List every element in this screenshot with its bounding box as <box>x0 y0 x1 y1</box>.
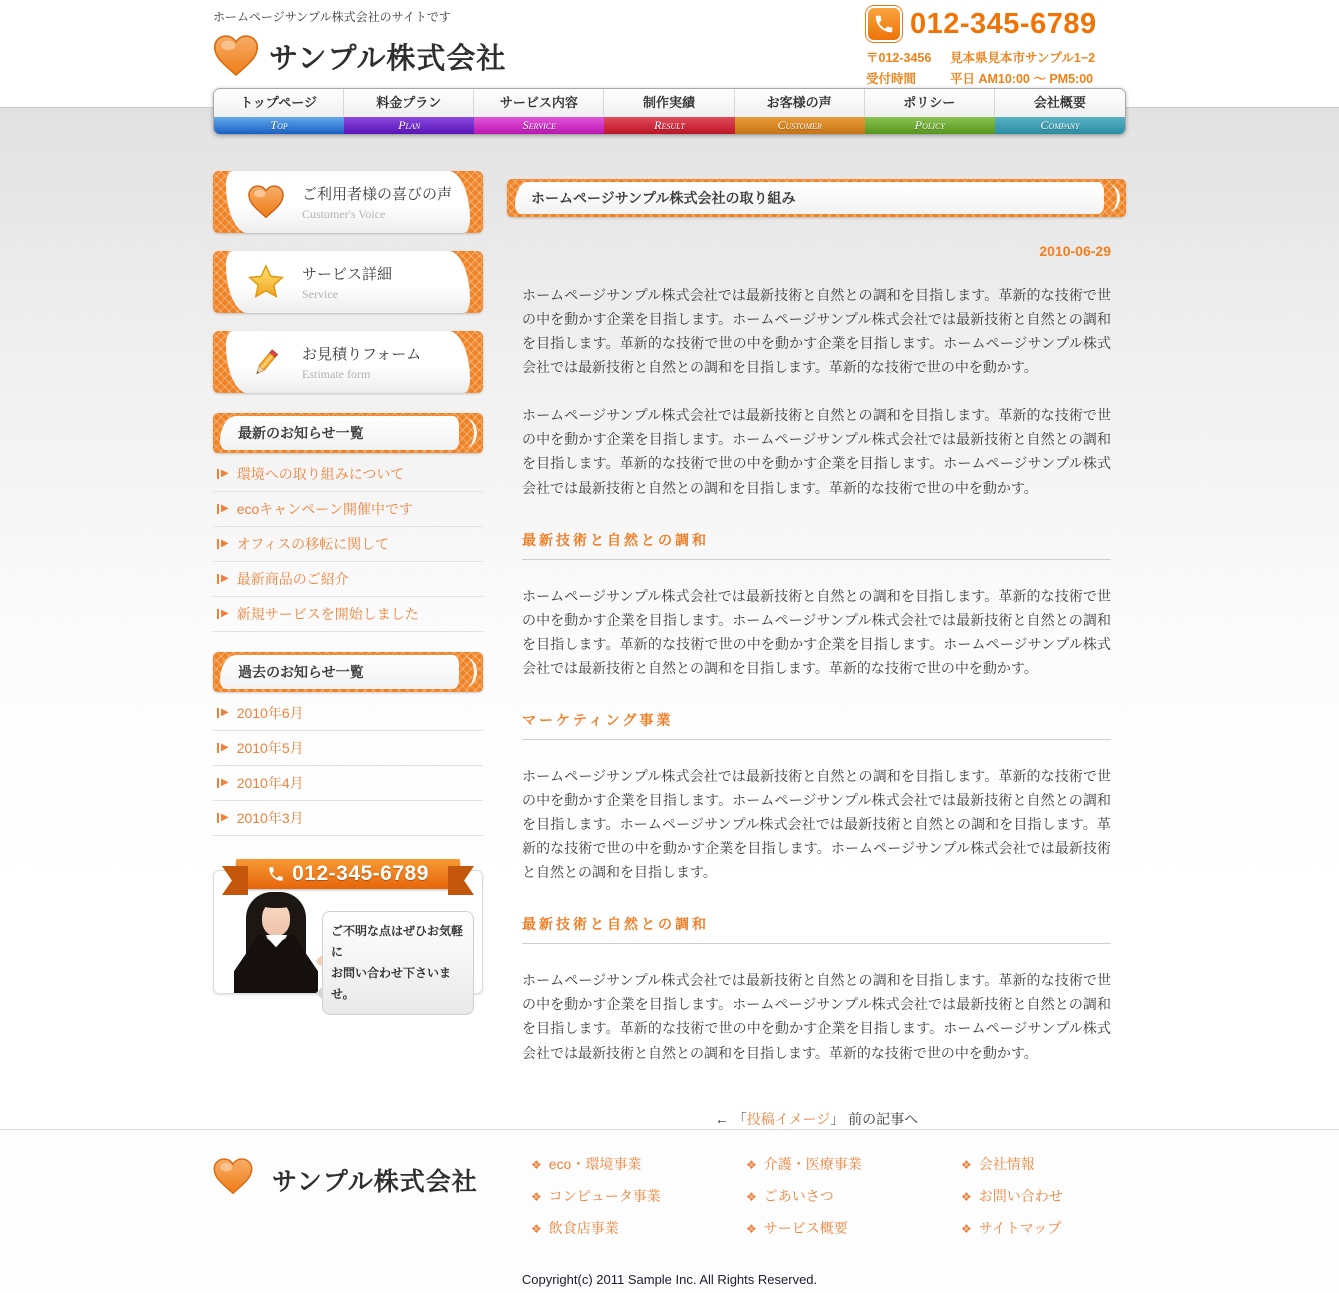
nav-tab-company[interactable]: 会社概要 Company <box>995 89 1125 134</box>
sidebar-banner-customers-voice[interactable]: ご利用者様の喜びの声 Customer's Voice <box>213 171 483 233</box>
footer-link[interactable]: ❖ eco・環境事業 <box>531 1155 642 1172</box>
footer-logo[interactable] <box>213 1154 531 1250</box>
nav-tab-policy[interactable]: ポリシー Policy <box>865 89 995 134</box>
footer-link[interactable]: ❖ 介護・医療事業 <box>746 1155 862 1172</box>
main-navigation <box>213 88 1126 135</box>
phone-icon <box>267 865 285 883</box>
nav-tab-top[interactable]: トップページ Top <box>214 89 344 134</box>
main-content <box>507 135 1126 1129</box>
news-list-item[interactable]: ▶ オフィスの移転に関して <box>213 527 483 562</box>
heart-icon <box>248 184 284 220</box>
article-title-band <box>507 179 1126 217</box>
header-phone-number: 012-345-6789 <box>910 7 1097 40</box>
article-paragraph: ホームページサンプル株式会社では最新技術と自然との調和を目指します。革新的な技術で世の中を動かす企業を目指します。ホームページサンプル株式会社では最新技術と自然との調和を目指します。革新的な技術で世の中を動かす企業を目指します。ホームページサンプル株式会社では最新技術と自然との調和を目指します。革新的な技術で世の中を動かす。 <box>522 407 1111 496</box>
article-paragraph: ホームページサンプル株式会社では最新技術と自然との調和を目指します。革新的な技術で世の中を動かす企業を目指します。ホームページサンプル株式会社では最新技術と自然との調和を目指します。革新的な技術で世の中を動かす企業を目指します。ホームページサンプル株式会社では最新技術と自然との調和を目指します。革新的な技術で世の中を動かす。 <box>522 972 1111 1061</box>
arrow-bullet-icon: ▶ <box>217 609 229 619</box>
diamond-bullet-icon: ❖ <box>531 1221 542 1236</box>
diamond-bullet-icon: ❖ <box>746 1189 757 1204</box>
arrow-bullet-icon: ▶ <box>217 574 229 584</box>
footer-column-services <box>746 1154 961 1250</box>
archive-list-header: 過去のお知らせ一覧 <box>213 652 483 692</box>
archive-list-item[interactable]: ▶ 2010年3月 <box>213 801 483 836</box>
star-icon <box>248 264 284 300</box>
news-list-item[interactable]: ▶ ecoキャンペーン開催中です <box>213 492 483 527</box>
copyright-text: Copyright(c) 2011 Sample Inc. All Rights Reserved. <box>521 1271 818 1287</box>
contact-speech-bubble: ご不明な点はぜひお気軽に お問い合わせ下さいませ。 <box>322 911 474 1015</box>
nav-tab-plan[interactable]: 料金プラン Plan <box>344 89 474 134</box>
diamond-bullet-icon: ❖ <box>961 1157 972 1172</box>
page-title: ホームページサンプル株式会社の取り組み <box>531 190 796 206</box>
section-heading: マーケティング事業 <box>522 710 1111 740</box>
nav-tab-service[interactable]: サービス内容 Service <box>474 89 604 134</box>
hours-value: 平日 AM10:00 ～ PM5:00 <box>950 72 1094 86</box>
archive-list <box>213 696 483 836</box>
article-paragraph: ホームページサンプル株式会社では最新技術と自然との調和を目指します。革新的な技術で世の中を動かす企業を目指します。ホームページサンプル株式会社では最新技術と自然との調和を目指します。革新的な技術で世の中を動かす企業を目指します。ホームページサンプル株式会社では最新技術と自然との調和を目指します。革新的な技術で世の中を動かす。 <box>522 587 1111 676</box>
arrow-bullet-icon: ▶ <box>217 743 229 753</box>
arrow-bullet-icon: ▶ <box>217 539 229 549</box>
news-list-item[interactable]: ▶ 新規サービスを開始しました <box>213 597 483 632</box>
diamond-bullet-icon: ❖ <box>961 1189 972 1204</box>
footer-company-name: サンプル株式会社 <box>272 1167 478 1196</box>
sidebar-banner-estimate-form[interactable]: お見積りフォーム Estimate form <box>213 331 483 393</box>
pencil-icon <box>248 344 284 380</box>
article-paragraph: ホームページサンプル株式会社では最新技術と自然との調和を目指します。革新的な技術で世の中を動かす企業を目指します。ホームページサンプル株式会社では最新技術と自然との調和を目指します。ホームページサンプル株式会社では最新技術と自然との調和を目指します。革新的な技術で世の中を動かす企業を目指します。ホームページサンプル株式会社では最新技術と自然との調和を目指します。 <box>522 767 1111 881</box>
diamond-bullet-icon: ❖ <box>531 1189 542 1204</box>
contact-phone-banner <box>213 862 483 1001</box>
site-logo[interactable] <box>213 35 543 77</box>
heart-logo-icon <box>213 35 259 77</box>
archive-list-item[interactable]: ▶ 2010年5月 <box>213 731 483 766</box>
contact-ribbon <box>236 859 460 889</box>
arrow-bullet-icon: ▶ <box>217 778 229 788</box>
arrow-bullet-icon: ▶ <box>217 813 229 823</box>
phone-icon <box>866 6 902 42</box>
news-list-header: 最新のお知らせ一覧 <box>213 413 483 453</box>
address: 見本県見本市サンプル1−2 <box>950 51 1096 65</box>
site-tagline: ホームページサンプル株式会社のサイトです <box>213 10 451 24</box>
nav-tab-customer[interactable]: お客様の声 Customer <box>735 89 865 134</box>
archive-list-item[interactable]: ▶ 2010年6月 <box>213 696 483 731</box>
site-footer <box>0 1129 1339 1293</box>
footer-link[interactable]: ❖ お問い合わせ <box>961 1187 1063 1204</box>
diamond-bullet-icon: ❖ <box>746 1157 757 1172</box>
article-paragraph: ホームページサンプル株式会社では最新技術と自然との調和を目指します。革新的な技術で世の中を動かす企業を目指します。ホームページサンプル株式会社では最新技術と自然との調和を目指します。革新的な技術で世の中を動かす企業を目指します。ホームページサンプル株式会社では最新技術と自然との調和を目指します。革新的な技術で世の中を動かす。 <box>522 287 1111 376</box>
news-list-item[interactable]: ▶ 環境への取り組みについて <box>213 457 483 492</box>
footer-link[interactable]: ❖ 飲食店事業 <box>531 1219 619 1236</box>
arrow-bullet-icon: ▶ <box>217 469 229 479</box>
previous-article-link[interactable]: 投稿イメージ <box>746 1110 831 1127</box>
footer-link[interactable]: ❖ コンピュータ事業 <box>531 1187 661 1204</box>
footer-link[interactable]: ❖ ごあいさつ <box>746 1187 834 1204</box>
section-heading: 最新技術と自然との調和 <box>522 530 1111 560</box>
section-heading: 最新技術と自然との調和 <box>522 914 1111 944</box>
arrow-bullet-icon: ▶ <box>217 504 229 514</box>
company-name: サンプル株式会社 <box>269 42 507 75</box>
sidebar <box>213 135 483 1001</box>
arrow-bullet-icon: ▶ <box>217 708 229 718</box>
archive-list-item[interactable]: ▶ 2010年4月 <box>213 766 483 801</box>
article-date: 2010-06-29 <box>1039 243 1111 259</box>
footer-column-business <box>531 1154 746 1250</box>
hours-label: 受付時間 <box>866 72 917 86</box>
footer-link[interactable]: ❖ 会社情報 <box>961 1155 1035 1172</box>
heart-logo-icon <box>213 1158 253 1195</box>
diamond-bullet-icon: ❖ <box>961 1221 972 1236</box>
nav-tab-result[interactable]: 制作実績 Result <box>604 89 734 134</box>
footer-column-company <box>961 1154 1176 1250</box>
header-address-block <box>866 48 1126 87</box>
postal-code: 〒012-3456 <box>866 51 932 65</box>
footer-link[interactable]: ❖ サイトマップ <box>961 1219 1062 1236</box>
footer-link[interactable]: ❖ サービス概要 <box>746 1219 848 1236</box>
previous-article-nav: ← 「投稿イメージ」 前の記事へ <box>714 1110 919 1127</box>
contact-phone-number: 012-345-6789 <box>292 862 429 885</box>
sidebar-banner-service[interactable]: サービス詳細 Service <box>213 251 483 313</box>
news-list <box>213 457 483 632</box>
news-list-item[interactable]: ▶ 最新商品のご紹介 <box>213 562 483 597</box>
diamond-bullet-icon: ❖ <box>746 1221 757 1236</box>
diamond-bullet-icon: ❖ <box>531 1157 542 1172</box>
